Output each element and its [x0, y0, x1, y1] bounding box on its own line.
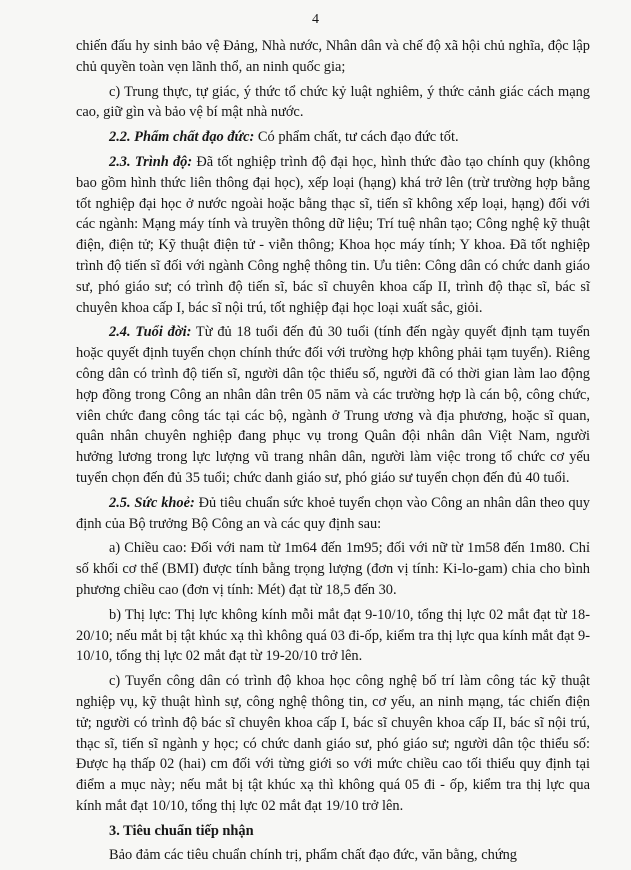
section-2-4-heading: 2.4. Tuổi đời:: [109, 324, 192, 341]
section-2-2-text: Có phẩm chất, tư cách đạo đức tốt.: [254, 129, 459, 146]
section-3-heading: 3. Tiêu chuẩn tiếp nhận: [109, 822, 254, 839]
section-2-2: [76, 127, 590, 148]
paragraph-c-integrity: c) Trung thực, tự giác, ý thức tổ chức kỷ luật nghiêm, ý thức cảnh giác cách mạng cao, giữ gìn và bảo vệ bí mật nhà nước.: [76, 83, 590, 121]
paragraph-b-vision: b) Thị lực: Thị lực không kính mỗi mắt đạt 9-10/10, tổng thị lực 02 mắt đạt từ 18-20/10; nếu mắt bị tật khúc xạ thì không quá 03 đi-ốp, kiểm tra thị lực qua kính mắt đạt 9-10/10, tổng thị lực 02 mắt đạt từ 19-20/10 trở lên.: [76, 606, 590, 665]
section-2-3-text: Đã tốt nghiệp trình độ đại học, hình thức đào tạo chính quy (không bao gồm hình thức liên thông đại học), xếp loại (hạng) khá trở lên (trừ trường hợp bằng tốt nghiệp đại học ở nước ngoài hoặc bằng thạc sĩ, tiến sĩ không xếp loại, hạng) đối với các ngành: Mạng máy tính và truyền thông dữ liệu; Trí tuệ nhân tạo; Công nghệ kỹ thuật điện, điện tử; Kỹ thuật điện tử - viễn thông; Khoa học máy tính; Y khoa. Đã tốt nghiệp trình độ tiến sĩ đối với ngành Công nghệ thông tin. Ưu tiên: Công dân có chức danh giáo sư, phó giáo sư; có trình độ tiến sĩ, bác sĩ chuyên khoa cấp II, trình độ thạc sĩ, bác sĩ chuyên khoa cấp I, bác sĩ nội trú, tốt nghiệp đại học loại xuất sắc, giỏi.: [76, 153, 590, 316]
section-2-5: [76, 493, 590, 535]
section-3-text: Bảo đảm các tiêu chuẩn chính trị, phẩm chất đạo đức, văn bằng, chứng: [109, 847, 518, 864]
page-number: 4: [312, 12, 319, 27]
section-2-3-heading: 2.3. Trình độ:: [109, 153, 193, 170]
paragraph-c-exceptions: c) Tuyển công dân có trình độ khoa học công nghệ bố trí làm công tác kỹ thuật nghiệp vụ, kỹ thuật hình sự, công nghệ thông tin, cơ yếu, an ninh mạng, tác chiến điện tử; người có trình độ bác sĩ chuyên khoa cấp I, bác sĩ chuyên khoa cấp II, bác sĩ nội trú, thạc sĩ, tiến sĩ ngành y học; có chức danh giáo sư, phó giáo sư; người dân tộc thiểu số: Được hạ thấp 02 (hai) cm đối với từng giới so với mức chiều cao tối thiểu quy định tại điểm a mục này; nếu mắt bị tật khúc xạ thì không quá 05 đi - ốp, kiểm tra thị lực qua kính mắt đạt 10/10, tổng thị lực 02 mắt đạt 19/10 trở lên.: [76, 673, 590, 814]
document-body: [76, 36, 590, 870]
section-2-4-text: Từ đủ 18 tuổi đến đủ 30 tuổi (tính đến ngày quyết định tạm tuyển hoặc quyết định tuyển chọn chính thức đối với trường hợp không phải tạm tuyển). Riêng công dân có trình độ tiến sĩ, người dân tộc thiểu số, người đã có thời gian làm lao động hợp đồng trong Công an nhân dân trên 05 năm và các trường hợp là cán bộ, công chức, viên chức đang công tác tại các bộ, ngành ở Trung ương và địa phương, hoặc sĩ quan, quân nhân chuyên nghiệp đang phục vụ trong Quân đội nhân dân Việt Nam, người hưởng lương trong lực lượng vũ trang nhân dân, người làm việc trong tổ chức cơ yếu tuyển chọn đến đủ 35 tuổi; chức danh giáo sư, phó giáo sư tuyển chọn đến đủ 40 tuổi.: [76, 324, 590, 486]
paragraph-continuation: chiến đấu hy sinh bảo vệ Đảng, Nhà nước, Nhân dân và chế độ xã hội chủ nghĩa, độc lập chủ quyền toàn vẹn lãnh thổ, an ninh quốc gia;: [76, 38, 590, 75]
paragraph-a-height: a) Chiều cao: Đối với nam từ 1m64 đến 1m95; đối với nữ từ 1m58 đến 1m80. Chỉ số khối cơ thể (BMI) được tính bằng trọng lượng (đơn vị tính: Ki-lo-gam) chia cho bình phương chiều cao (đơn vị tính: Mét) đạt từ 18,5 đến 30.: [76, 540, 590, 598]
section-2-5-text: Đủ tiêu chuẩn sức khoẻ tuyển chọn vào Công an nhân dân theo quy định của Bộ trưởng Bộ Công an và các quy định sau:: [76, 494, 590, 532]
section-2-5-heading: 2.5. Sức khoẻ:: [109, 494, 195, 511]
section-2-2-heading: 2.2. Phẩm chất đạo đức:: [109, 129, 255, 146]
section-2-4: [76, 322, 590, 488]
section-2-3: [76, 152, 590, 318]
